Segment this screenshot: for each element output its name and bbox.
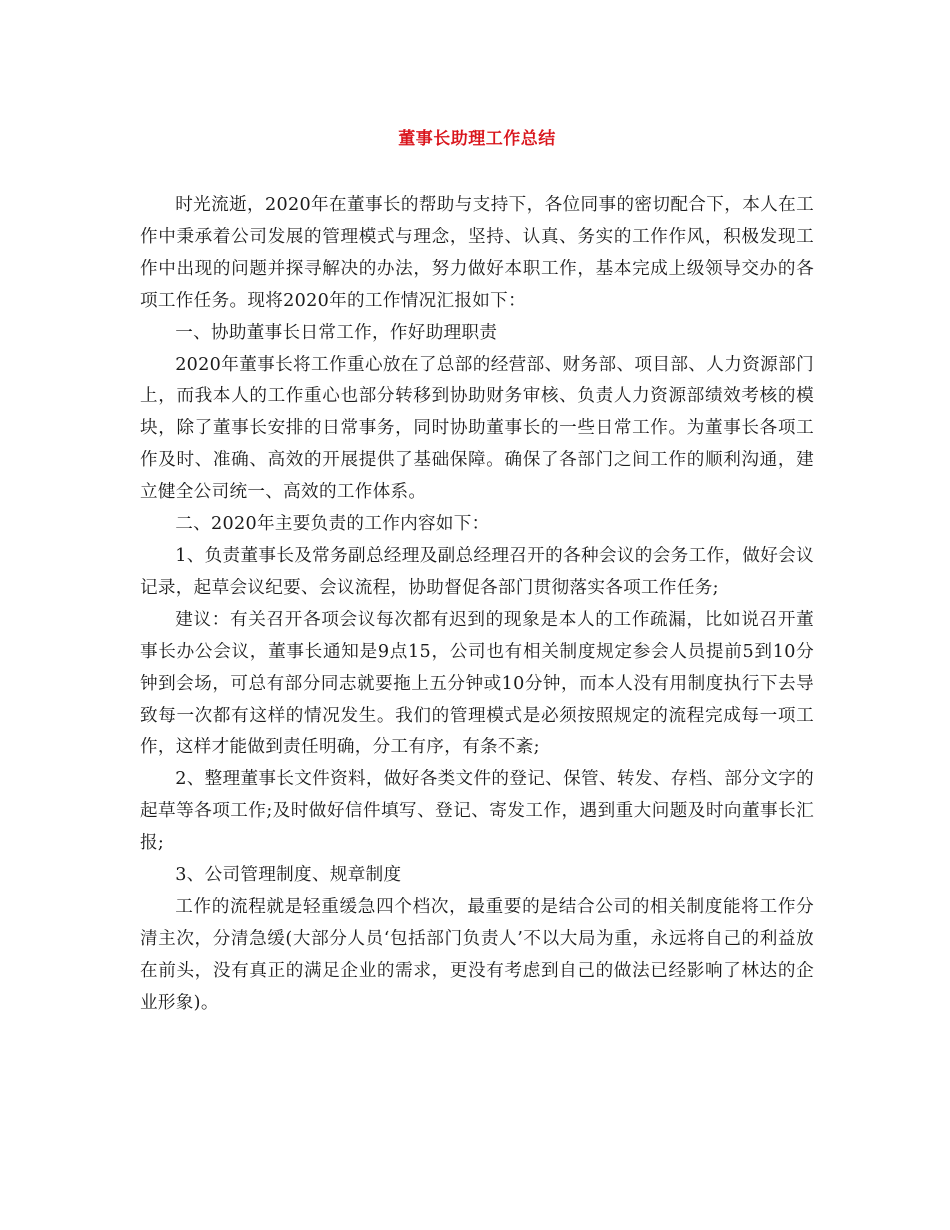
paragraph-intro: 时光流逝，2020年在董事长的帮助与支持下，各位同事的密切配合下，本人在工作中秉承着公司发展的管理模式与理念，坚持、认真、务实的工作作风，积极发现工作中出现的问题并探寻解决的办法，努力做好本职工作，基本完成上级领导交办的各项工作任务。现将2020年的工作情况汇报如下： [140,195,814,311]
document-title: 董事长助理工作总结 [398,129,556,149]
paragraph-item-2: 2、整理董事长文件资料，做好各类文件的登记、保管、转发、存档、部分文字的起草等各项工作;及时做好信件填写、登记、寄发工作，遇到重大问题及时向董事长汇报; [140,769,814,854]
document-body [140,190,814,1020]
heading-item-3: 3、公司管理制度、规章制度 [175,865,402,886]
heading-section-2: 二、2020年主要负责的工作内容如下： [175,514,490,535]
paragraph-item-1: 1、负责董事长及常务副总经理及副总经理召开的各种会议的会务工作，做好会议记录，起草会议纪要、会议流程，协助督促各部门贯彻落实各项工作任务; [140,545,814,598]
paragraph-workflow: 工作的流程就是轻重缓急四个档次，最重要的是结合公司的相关制度能将工作分清主次，分清急缓(大部分人员‘包括部门负责人’不以大局为重，永远将自己的利益放在前头，没有真正的满足企业的需求，更没有考虑到自己的做法已经影响了林达的企业形象)。 [140,896,814,1013]
heading-section-1: 一、协助董事长日常工作，作好助理职责 [175,322,498,343]
paragraph-section-1: 2020年董事长将工作重心放在了总部的经营部、财务部、项目部、人力资源部门上，而我本人的工作重心也部分转移到协助财务审核、负责人力资源部绩效考核的模块，除了董事长安排的日常事务，同时协助董事长的一些日常工作。为董事长各项工作及时、准确、高效的开展提供了基础保障。确保了各部门之间工作的顺利沟通，建立健全公司统一、高效的工作体系。 [140,354,814,503]
paragraph-suggestion: 建议：有关召开各项会议每次都有迟到的现象是本人的工作疏漏，比如说召开董事长办公会议，董事长通知是9点15，公司也有相关制度规定参会人员提前5到10分钟到会场，可总有部分同志就要拖上五分钟或10分钟，而本人没有用制度执行下去导致每一次都有这样的情况发生。我们的管理模式是必须按照规定的流程完成每一项工作，这样才能做到责任明确，分工有序，有条不紊; [140,609,814,758]
